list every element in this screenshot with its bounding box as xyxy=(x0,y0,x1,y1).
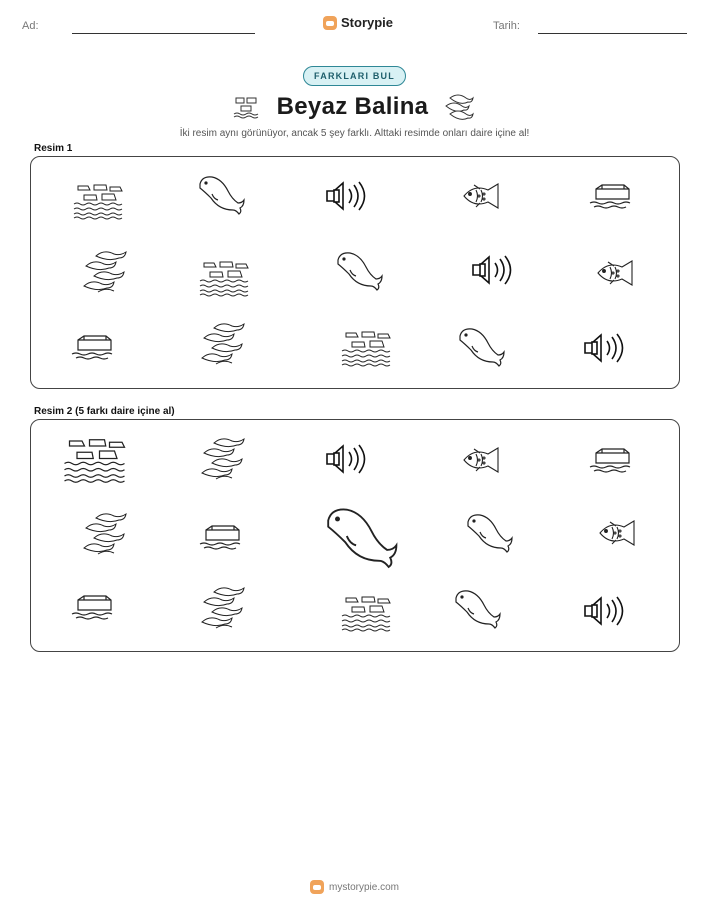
name-line[interactable] xyxy=(72,33,255,34)
picture2-fish-icon[interactable] xyxy=(460,445,502,480)
picture2-beluga-pod-icon[interactable] xyxy=(198,435,248,490)
picture2-speaker-icon[interactable] xyxy=(324,443,368,480)
picture2-beluga-icon[interactable] xyxy=(464,512,514,559)
picture1-beluga-pod-icon xyxy=(80,248,130,303)
picture1-ice-block-icon xyxy=(70,334,118,367)
footer-site: mystorypie.com xyxy=(328,881,399,893)
picture1-beluga-icon xyxy=(334,250,384,297)
picture2-ice-floes-icon[interactable] xyxy=(62,436,132,489)
date-line[interactable] xyxy=(538,33,687,34)
picture1-ice-block-icon xyxy=(588,183,636,216)
picture1-ice-floes-icon xyxy=(198,259,254,302)
picture2-label: Resim 2 (5 farkı daire içine al) xyxy=(34,406,175,417)
brand-name: Storypie xyxy=(341,15,394,30)
picture1-fish-icon xyxy=(460,181,502,216)
picture1-speaker-icon xyxy=(470,254,514,291)
picture1-beluga-icon xyxy=(456,326,506,373)
activity-badge: FARKLARI BUL xyxy=(303,66,406,86)
picture2-beluga-icon[interactable] xyxy=(452,588,502,635)
page-title: Beyaz Balina xyxy=(276,93,429,120)
picture2-beluga-icon[interactable] xyxy=(322,505,400,575)
picture1-label: Resim 1 xyxy=(34,143,73,154)
date-label: Tarih: xyxy=(493,20,520,32)
picture2-ice-block-icon[interactable] xyxy=(198,524,246,557)
storypie-logo-icon xyxy=(323,16,337,30)
picture1-speaker-icon xyxy=(324,180,368,217)
ice-floes-icon xyxy=(233,95,263,119)
picture2-beluga-pod-icon[interactable] xyxy=(198,584,248,639)
name-label: Ad: xyxy=(22,20,39,32)
beluga-pod-icon xyxy=(442,92,476,122)
instructions: İki resim aynı görünüyor, ancak 5 şey farklı. Alttaki resimde onları daire içine al! xyxy=(179,128,530,139)
brand-logo xyxy=(323,15,393,30)
picture1-ice-floes-icon xyxy=(72,182,128,225)
storypie-footer-icon xyxy=(310,880,324,894)
picture1-beluga-pod-icon xyxy=(198,320,248,375)
picture2-speaker-icon[interactable] xyxy=(582,595,626,632)
picture2-beluga-pod-icon[interactable] xyxy=(80,510,130,565)
picture2-ice-block-icon[interactable] xyxy=(70,594,118,627)
picture2-ice-block-icon[interactable] xyxy=(588,447,636,480)
picture1-fish-icon xyxy=(594,258,636,293)
picture2-ice-floes-icon[interactable] xyxy=(340,594,396,637)
picture1-ice-floes-icon xyxy=(340,329,396,372)
picture2-fish-icon[interactable] xyxy=(596,518,638,553)
picture1-beluga-icon xyxy=(196,174,246,221)
picture1-speaker-icon xyxy=(582,332,626,369)
